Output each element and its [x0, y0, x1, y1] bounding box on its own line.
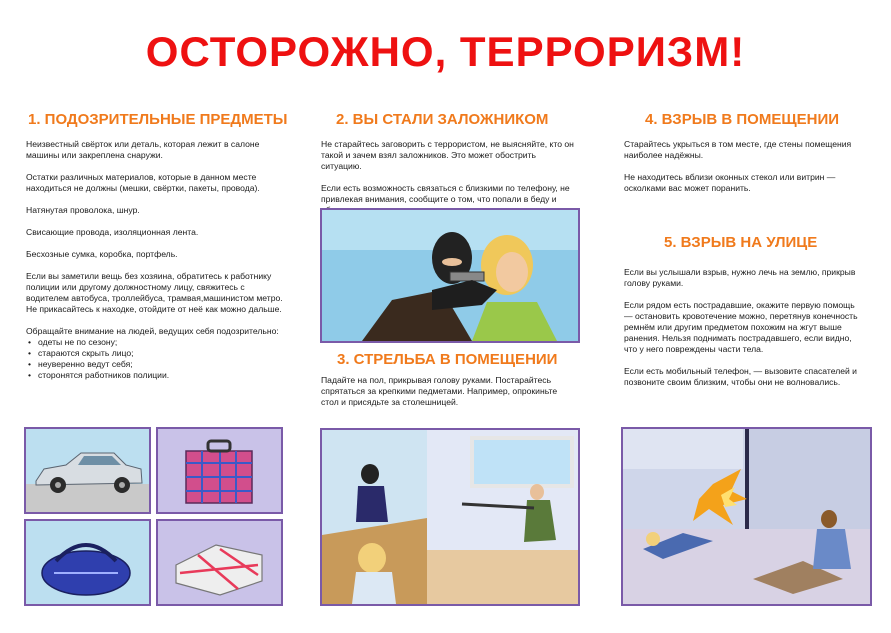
heading-street-explosion: 5. ВЗРЫВ НА УЛИЦЕ — [664, 234, 818, 251]
paragraph: Свисающие провода, изоляционная лента. — [26, 227, 199, 237]
paragraph: Неизвестный свёрток или деталь, которая лежит в салоне машины или закреплена снаружи. — [26, 139, 260, 160]
package-illustration — [156, 519, 283, 606]
poster-title: ОСТОРОЖНО, ТЕРРОРИЗМ! — [145, 28, 746, 75]
car-illustration — [24, 427, 151, 514]
list-item: • одеты не по сезону; — [38, 337, 288, 348]
paragraph: Обращайте внимание на людей, ведущих себя подозрительно: — [26, 326, 279, 336]
paragraph: Бесхозные сумка, коробка, портфель. — [26, 249, 178, 259]
heading-indoor-explosion: 4. ВЗРЫВ В ПОМЕЩЕНИИ — [645, 111, 840, 128]
bag-illustration — [24, 519, 151, 606]
heading-shooting: 3. СТРЕЛЬБА В ПОМЕЩЕНИИ — [337, 351, 558, 368]
street-explosion-illustration — [621, 427, 872, 606]
list-item: • стараются скрыть лицо; — [38, 348, 288, 359]
paragraph: Не старайтесь заговорить с террористом, не выясняйте, кто он такой и зачем взял заложников. Это может обострить ситуацию. — [321, 139, 574, 171]
list-item: • сторонятся работников полиции. — [38, 370, 288, 381]
list-item: • неуверенно ведут себя; — [38, 359, 288, 370]
paragraph: Не находитесь вблизи оконных стекол или витрин — осколками вас может поранить. — [624, 172, 836, 193]
section-suspicious-items-text — [26, 139, 288, 381]
heading-hostage: 2. ВЫ СТАЛИ ЗАЛОЖНИКОМ — [336, 111, 549, 128]
section-shooting-text — [321, 375, 571, 408]
suitcase-illustration — [156, 427, 283, 514]
paragraph: Если рядом есть пострадавшие, окажите первую помощь — остановить кровотечение можно, перетянув конечность ремнём или другим предметом похожим на жгут выше ранения. Нельзя поднимать пострадавшего, если видно, что у него повреждены части тела. — [624, 300, 858, 354]
hostage-illustration — [320, 208, 580, 343]
paragraph: Если есть возможность связаться с близкими по телефону, не привлекая внимания, сообщите о том, что попали в беду и — [321, 183, 570, 204]
section-hostage-text — [321, 139, 576, 216]
shooting-illustration — [320, 428, 580, 606]
paragraph: Остатки различных материалов, которые в данном месте находиться не должны (мешки, свёртки, пакеты, провода). — [26, 172, 260, 193]
paragraph: Если есть мобильный телефон, — вызовите спасателей и позвоните своим близким, чтобы они не волновались. — [624, 366, 857, 387]
paragraph: Если вы услышали взрыв, нужно лечь на землю, прикрыв голову руками. — [624, 267, 856, 288]
section-street-explosion-text — [624, 267, 864, 388]
paragraph: Старайтесь укрыться в том месте, где стены помещения наиболее надёжны. — [624, 139, 852, 160]
suspicious-behavior-list — [26, 337, 288, 381]
paragraph: Падайте на пол, прикрывая голову руками. Постарайтесь спрятаться за крепкими педметами. Например, опрокиньте стол и присядьте за столешницей. — [321, 375, 558, 407]
heading-suspicious-items: 1. ПОДОЗРИТЕЛЬНЫЕ ПРЕДМЕТЫ — [28, 111, 288, 128]
paragraph: Натянутая проволока, шнур. — [26, 205, 140, 215]
paragraph: Если вы заметили вещь без хозяина, обратитесь к работнику полиции или другому должностному лицу, свяжитесь с водителем автобуса, троллейбуса, трамвая,машинистом метро. Не прикасайтесь к находке, отойдите от неё как можно дальше. — [26, 271, 283, 314]
section-indoor-explosion-text — [624, 139, 864, 194]
